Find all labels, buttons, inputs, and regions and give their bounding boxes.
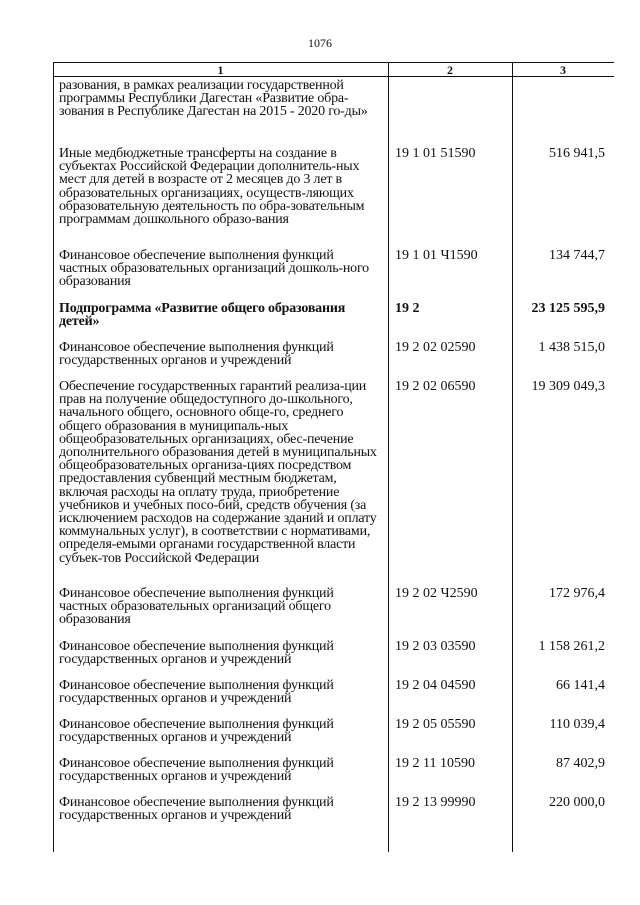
- row-code: 19 2 02 Ч2590: [395, 586, 478, 601]
- row-amount: 172 976,4: [549, 586, 605, 601]
- row-code: 19 2 04 04590: [395, 678, 476, 693]
- table-left-border: [53, 62, 54, 852]
- row-amount: 23 125 595,9: [531, 301, 605, 316]
- row-amount: 220 000,0: [549, 795, 605, 810]
- row-name: Финансовое обеспечение выполнения функций частных образовательных организаций общего образования: [59, 586, 334, 628]
- row-name: разования, в рамках реализации государственной программы Республики Дагестан «Развитие обра-зования в Республике Дагестан на 2015 - 2020 го-ды»: [59, 78, 368, 120]
- row-name: Подпрограмма «Развитие общего образования детей»: [59, 301, 346, 330]
- row-code: 19 1 01 Ч1590: [395, 248, 478, 263]
- row-amount: 19 309 049,3: [531, 379, 605, 394]
- row-code: 19 2 13 99990: [395, 795, 476, 810]
- row-name: Финансовое обеспечение выполнения функций частных образовательных организаций дошколь-ного образования: [59, 248, 369, 290]
- row-amount: 1 158 261,2: [538, 639, 605, 654]
- row-name: Финансовое обеспечение выполнения функций государственных органов и учреждений: [59, 756, 334, 785]
- row-amount: 66 141,4: [556, 678, 605, 693]
- column-divider-1: [388, 62, 389, 852]
- row-name: Финансовое обеспечение выполнения функций государственных органов и учреждений: [59, 639, 334, 668]
- row-name: Обеспечение государственных гарантий реализа-ции прав на получение общедоступного до-школьного, начального общего, основного обще-го, среднего общего образования в муниципаль-ных общеобразовательных организациях, обес-печение дополнительного образования детей в муниципальных общеобразовательных организа-циях посредством предоставления субвенций местным бюджетам, включая расходы на оплату труда, приобретение учебников и учебных посо-бий, средств обучения (за исключением расходов на содержание зданий и оплату коммунальных услуг), в соответствии с нормативами, определя-емыми органами государственной власти субъек-тов Российской Федерации: [59, 379, 377, 566]
- row-name: Финансовое обеспечение выполнения функций государственных органов и учреждений: [59, 795, 334, 824]
- row-name: Финансовое обеспечение выполнения функций государственных органов и учреждений: [59, 717, 334, 746]
- row-amount: 87 402,9: [556, 756, 605, 771]
- row-code: 19 2 02 02590: [395, 340, 476, 355]
- row-code: 19 2 11 10590: [395, 756, 475, 771]
- column-header-1: 1: [217, 63, 224, 77]
- row-name: Финансовое обеспечение выполнения функций государственных органов и учреждений: [59, 340, 334, 369]
- row-code: 19 2 03 03590: [395, 639, 476, 654]
- column-header-3: 3: [560, 63, 566, 77]
- column-divider-2: [512, 62, 513, 852]
- row-amount: 110 039,4: [549, 717, 605, 732]
- row-name: Иные медбюджетные трансферты на создание в субъектах Российской Федерации дополнитель-ных мест для детей в возрасте от 2 месяцев до 3 лет в образовательных организациях, осуществ-ляющих образовательную деятельность по обра-зовательным программам дошкольного образо-вания: [59, 146, 365, 228]
- budget-table: [53, 62, 614, 852]
- row-amount: 134 744,7: [549, 248, 605, 263]
- row-code: 19 1 01 51590: [395, 146, 476, 161]
- row-amount: 1 438 515,0: [538, 340, 605, 355]
- row-code: 19 2 05 05590: [395, 717, 476, 732]
- row-amount: 516 941,5: [549, 146, 605, 161]
- column-header-2: 2: [447, 63, 453, 77]
- page-number: 1076: [308, 36, 332, 50]
- row-name: Финансовое обеспечение выполнения функций государственных органов и учреждений: [59, 678, 334, 707]
- row-code: 19 2 02 06590: [395, 379, 476, 394]
- row-code: 19 2: [395, 301, 420, 316]
